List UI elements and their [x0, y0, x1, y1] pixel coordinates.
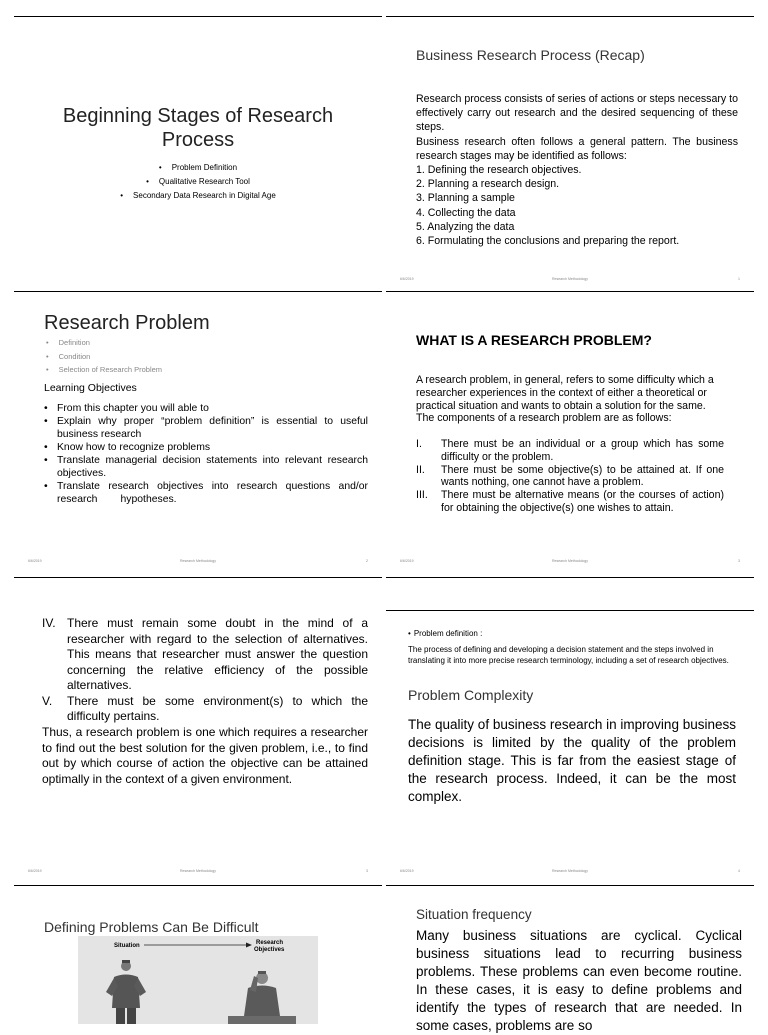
- list-item: • Qualitative Research Tool: [14, 175, 382, 189]
- page-number: 3: [366, 869, 368, 873]
- bullet-list: [14, 161, 382, 203]
- slide-body: The quality of business research in improving business decisions is limited by the quality of the problem definition stage. This is far from the easiest stage of the research process. Indeed, it can be the most complex.: [408, 717, 736, 804]
- body-line: 3. Planning a sample: [416, 192, 515, 205]
- slide-footer: [400, 559, 740, 567]
- footer-text: Research Methodology: [552, 869, 588, 873]
- slide-body: Many business situations are cyclical. Cyclical business situations lead to recurring business problems. These problems can even become routine. In these cases, it is easy to define problems and identify the types of research that are needed. In some cases, problems are so: [416, 928, 742, 1033]
- list-item: • Translate research objectives into research questions and/or research hypotheses.: [44, 480, 368, 506]
- list-item: [416, 438, 724, 464]
- slide-title: Beginning Stages of Research Process: [62, 105, 334, 151]
- definition-label: • Problem definition :: [408, 629, 482, 638]
- slide-1: [14, 16, 382, 292]
- page-number: 2: [366, 559, 368, 563]
- body-line: 1. Defining the research objectives.: [416, 164, 582, 177]
- slide-divider: [386, 16, 754, 17]
- numbered-list: [416, 438, 724, 515]
- footer-date: 6/6/2019: [28, 559, 42, 563]
- item-number: II.: [416, 463, 425, 476]
- item-text: There must be alternative means (or the courses of action) for obtaining the objective(s) one wishes to attain.: [441, 489, 724, 514]
- slide-5: [14, 610, 382, 886]
- list-item: [416, 489, 724, 515]
- footer-date: 6/6/2019: [400, 869, 414, 873]
- list-item: [42, 694, 368, 725]
- list-item: • Know how to recognize problems: [44, 441, 368, 454]
- section-heading: Learning Objectives: [44, 382, 137, 394]
- body-line: Research process consists of series of actions or steps necessary to effectively carry out research and the desired sequencing of these steps.: [416, 93, 738, 134]
- slide-title: Situation frequency: [416, 907, 532, 922]
- slide-footer: [28, 559, 368, 567]
- list-item: • Definition: [46, 336, 162, 350]
- footer-date: 6/6/2019: [400, 559, 414, 563]
- item-number: V.: [42, 693, 53, 708]
- figure-label-research: Research: [256, 940, 284, 946]
- slide-7: [14, 886, 382, 1024]
- slide-divider: [386, 577, 754, 578]
- body-line: Business research often follows a general pattern. The business research stages may be identified as follows:: [416, 135, 738, 162]
- item-number: I.: [416, 438, 422, 450]
- figure-label-objectives: Objectives: [254, 947, 285, 953]
- objectives-list: [44, 402, 392, 506]
- list-item: [416, 464, 724, 490]
- slide-footer: [400, 277, 740, 285]
- numbered-list: [42, 616, 368, 725]
- slide-3: [14, 292, 392, 578]
- slide-2: [386, 16, 754, 292]
- slide-title: Defining Problems Can Be Difficult: [44, 919, 259, 935]
- page-number: 3: [738, 559, 740, 563]
- list-item: • From this chapter you will able to: [44, 402, 368, 415]
- body-line: 2. Planning a research design.: [416, 178, 560, 191]
- footer-text: Research Methodology: [180, 559, 216, 563]
- item-text: There must be some objective(s) to be attained at. If one wants nothing, one cannot have a problem.: [441, 463, 724, 489]
- standing-man-icon: [106, 960, 146, 1024]
- sub-bullet-list: [46, 336, 162, 377]
- slide-title: Problem Complexity: [408, 687, 534, 703]
- slide-divider: [14, 16, 382, 17]
- item-text: There must be an individual or a group which has some difficulty or the problem.: [441, 438, 724, 463]
- slide-footer: [400, 869, 740, 877]
- definition-text: The process of defining and developing a decision statement and the steps involved in translating it into more precise research terminology, including a set of research objectives.: [408, 645, 729, 666]
- slide-heading: WHAT IS A RESEARCH PROBLEM?: [416, 332, 652, 348]
- list-item: • Problem Definition: [14, 161, 382, 175]
- list-item: [42, 616, 368, 694]
- list-item: • Secondary Data Research in Digital Age: [14, 189, 382, 203]
- slide-footer: [28, 869, 368, 877]
- footer-text: Research Methodology: [552, 559, 588, 563]
- list-item: • Condition: [46, 350, 162, 364]
- slide-6: [386, 610, 754, 886]
- arrow-head-icon: [246, 943, 252, 948]
- slide-title: Research Problem: [44, 312, 210, 334]
- footer-date: 6/6/2019: [400, 277, 414, 281]
- slide-divider: [386, 610, 754, 611]
- list-item: • Explain why proper “problem definition” is essential to useful business research: [44, 415, 368, 441]
- slide-paragraph: Thus, a research problem is one which requires a researcher to find out the best solution for the given problem, i.e., to find out by which course of action the objective can be attained optimally in the context of a given environment.: [42, 725, 368, 786]
- slide-8: [386, 886, 754, 1033]
- body-line: 6. Formulating the conclusions and preparing the report.: [416, 235, 680, 248]
- page-number: 4: [738, 869, 740, 873]
- slide-4: [386, 292, 754, 578]
- item-number: IV.: [42, 616, 56, 630]
- list-item: • Selection of Research Problem: [46, 363, 162, 377]
- figure-svg: [78, 936, 318, 1024]
- page-number: 1: [738, 277, 740, 281]
- slide-title: Business Research Process (Recap): [416, 47, 645, 63]
- worried-man-icon: [228, 971, 296, 1024]
- item-text: There must be some environment(s) to which the difficulty pertains.: [67, 693, 368, 723]
- illustration: [78, 936, 318, 1024]
- figure-label-situation: Situation: [114, 943, 140, 949]
- footer-date: 6/6/2019: [28, 869, 42, 873]
- item-text: There must remain some doubt in the mind of a researcher with regard to the selection of alternatives. This means that researcher must answer the question concerning the relative efficiency of the possible alternatives.: [67, 616, 368, 692]
- slide-intro: A research problem, in general, refers to some difficulty which a researcher experiences in the context of either a theoretical or practical situation and wants to obtain a solution for the same. The components of a research problem are as follows:: [416, 374, 714, 425]
- body-line: 4. Collecting the data: [416, 206, 516, 219]
- footer-text: Research Methodology: [552, 277, 588, 281]
- slide-body: [416, 92, 738, 248]
- list-item: • Translate managerial decision statements into relevant research objectives.: [44, 454, 368, 480]
- item-number: III.: [416, 489, 428, 502]
- footer-text: Research Methodology: [180, 869, 216, 873]
- slide-divider: [14, 577, 382, 578]
- body-line: 5. Analyzing the data: [416, 220, 515, 233]
